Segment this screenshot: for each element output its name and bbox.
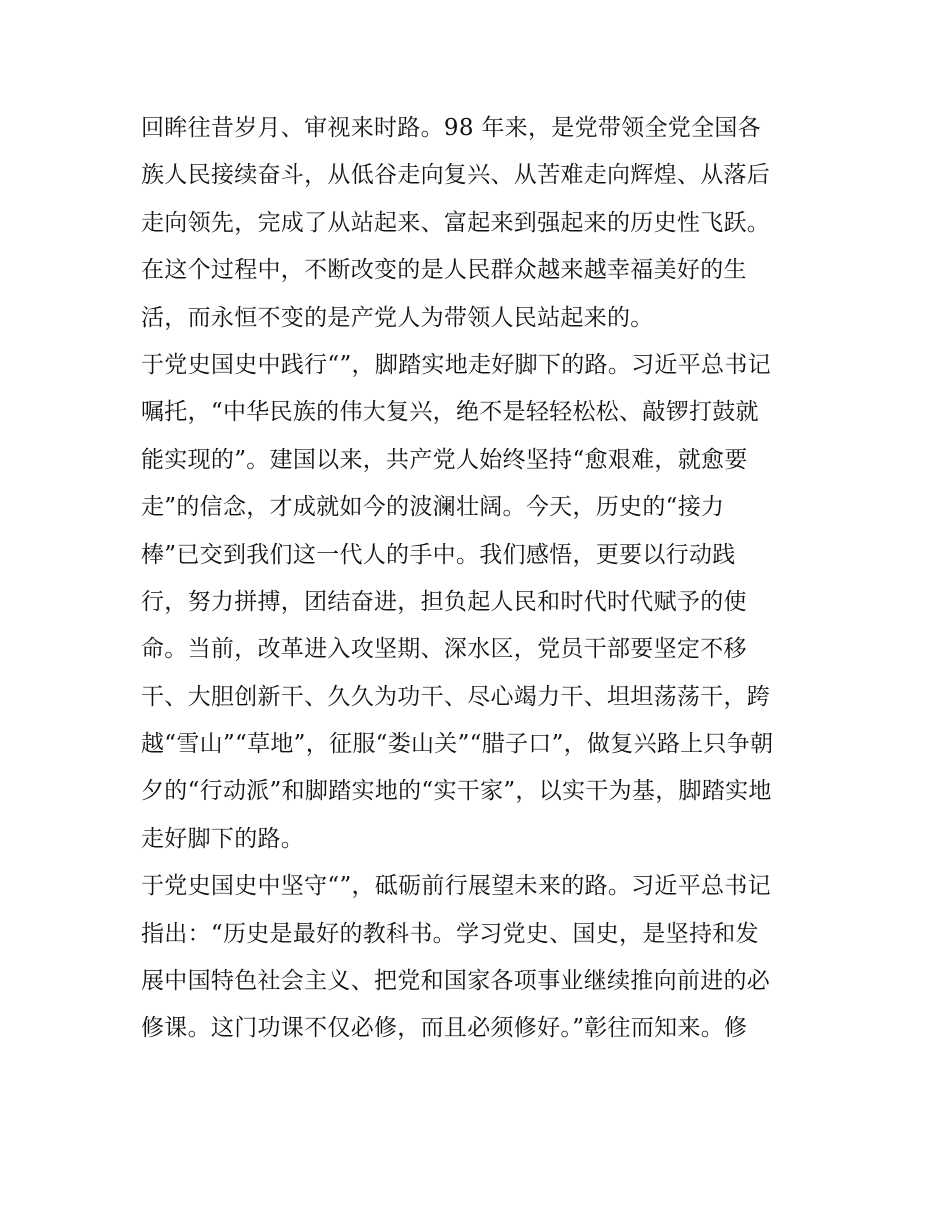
text-line: 夕的“行动派”和脚踏实地的“实干家”，以实干为基，脚踏实地 (141, 778, 772, 805)
text-line: 指出：“历史是最好的教科书。学习党史、国史，是坚持和发 (141, 920, 759, 947)
text-line: 嘱托，“中华民族的伟大复兴，绝不是轻轻松松、敲锣打鼓就 (141, 399, 759, 426)
text-line: 干、大胆创新干、久久为功干、尽心竭力干、坦坦荡荡干，跨 (141, 683, 771, 710)
text-line: 能实现的”。建国以来，共产党人始终坚持“愈艰难，就愈要 (141, 446, 748, 473)
text-line: 行，努力拼搏，团结奋进，担负起人民和时代时代赋予的使 (141, 588, 747, 615)
text-line: 于党史国史中坚守“”，砥砺前行展望未来的路。习近平总书记 (141, 873, 771, 900)
text-line: 于党史国史中践行“”，脚踏实地走好脚下的路。习近平总书记 (141, 351, 771, 378)
text-line: 展中国特色社会主义、把党和国家各项事业继续推向前进的必 (141, 968, 771, 995)
body-text (141, 105, 821, 1053)
text-line: 回眸往昔岁月、审视来时路。98 年来，是党带领全党全国各 (141, 115, 761, 141)
text-line: 走好脚下的路。 (141, 825, 305, 852)
text-line: 族人民接续奋斗，从低谷走向复兴、从苦难走向辉煌、从落后 (141, 162, 771, 189)
text-line: 命。当前，改革进入攻坚期、深水区，党员干部要坚定不移 (141, 636, 747, 663)
text-line: 走”的信念，才成就如今的波澜壮阔。今天，历史的“接力 (141, 494, 725, 521)
text-line: 走向领先，完成了从站起来、富起来到强起来的历史性飞跃。 (141, 209, 771, 236)
text-line: 活，而永恒不变的是产党人为带领人民站起来的。 (141, 304, 654, 331)
text-line: 越“雪山”“草地”，征服“娄山关”“腊子口”，做复兴路上只争朝 (141, 731, 774, 758)
text-line: 在这个过程中，不断改变的是人民群众越来越幸福美好的生 (141, 257, 747, 284)
text-line: 棒”已交到我们这一代人的手中。我们感悟，更要以行动践 (141, 541, 736, 568)
text-line: 修课。这门功课不仅必修，而且必须修好。”彰往而知来。修 (141, 1015, 748, 1042)
